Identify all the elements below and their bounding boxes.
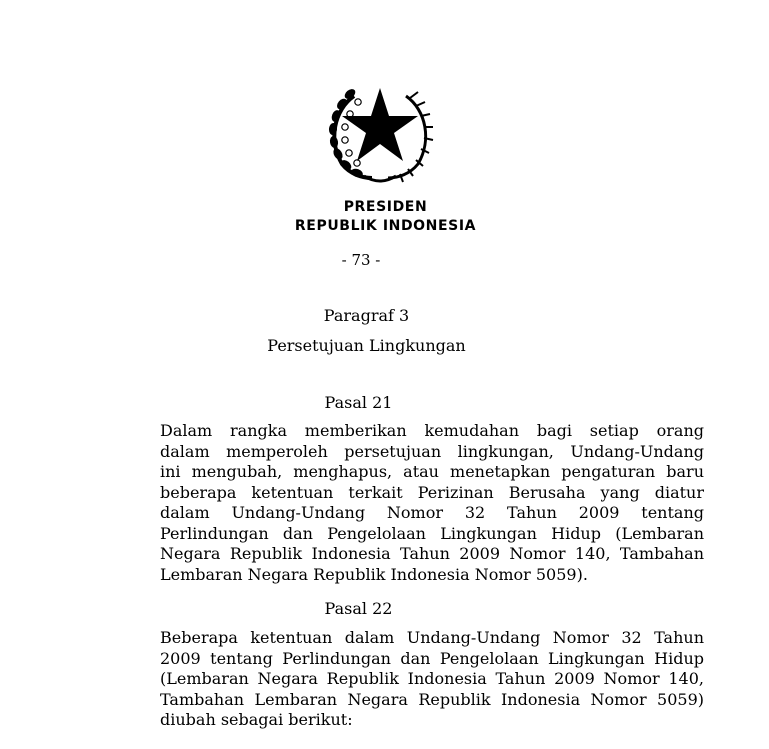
header-president: PRESIDEN — [343, 199, 428, 215]
pasal-22-body — [160, 628, 704, 731]
body-line: dalam memperoleh persetujuan lingkungan, Undang-Undang — [160, 441, 704, 461]
paragraph-label: Paragraf 3 — [323, 306, 410, 325]
page-number: - 73 - — [341, 251, 381, 269]
paragraph-title: Persetujuan Lingkungan — [267, 336, 466, 355]
body-line: Tambahan Lembaran Negara Republik Indonesia Nomor 5059) — [160, 689, 704, 709]
body-line: beberapa ketentuan terkait Perizinan Berusaha yang diatur — [160, 482, 704, 502]
body-line: Negara Republik Indonesia Tahun 2009 Nomor 140, Tambahan — [160, 544, 704, 563]
pasal-21-body — [160, 421, 704, 585]
body-line: (Lembaran Negara Republik Indonesia Tahun 2009 Nomor 140, — [160, 669, 704, 688]
pasal-21-heading: Pasal 21 — [324, 393, 393, 412]
body-line: dalam Undang-Undang Nomor 32 Tahun 2009 tentang — [160, 503, 704, 522]
body-line: 2009 tentang Perlindungan dan Pengelolaan Lingkungan Hidup — [160, 648, 704, 668]
body-line: Beberapa ketentuan dalam Undang-Undang Nomor 32 Tahun — [160, 628, 704, 647]
body-line: Dalam rangka memberikan kemudahan bagi setiap orang — [160, 421, 704, 440]
body-line: Lembaran Negara Republik Indonesia Nomor 5059). — [160, 564, 588, 584]
garuda-star-emblem-icon — [320, 74, 440, 186]
pasal-22-heading: Pasal 22 — [324, 599, 393, 618]
body-line: diubah sebagai berikut: — [160, 710, 353, 729]
body-line: Perlindungan dan Pengelolaan Lingkungan Hidup (Lembaran — [160, 523, 704, 543]
header-republic: REPUBLIK INDONESIA — [294, 218, 477, 234]
body-line: ini mengubah, menghapus, atau menetapkan pengaturan baru — [160, 462, 704, 481]
